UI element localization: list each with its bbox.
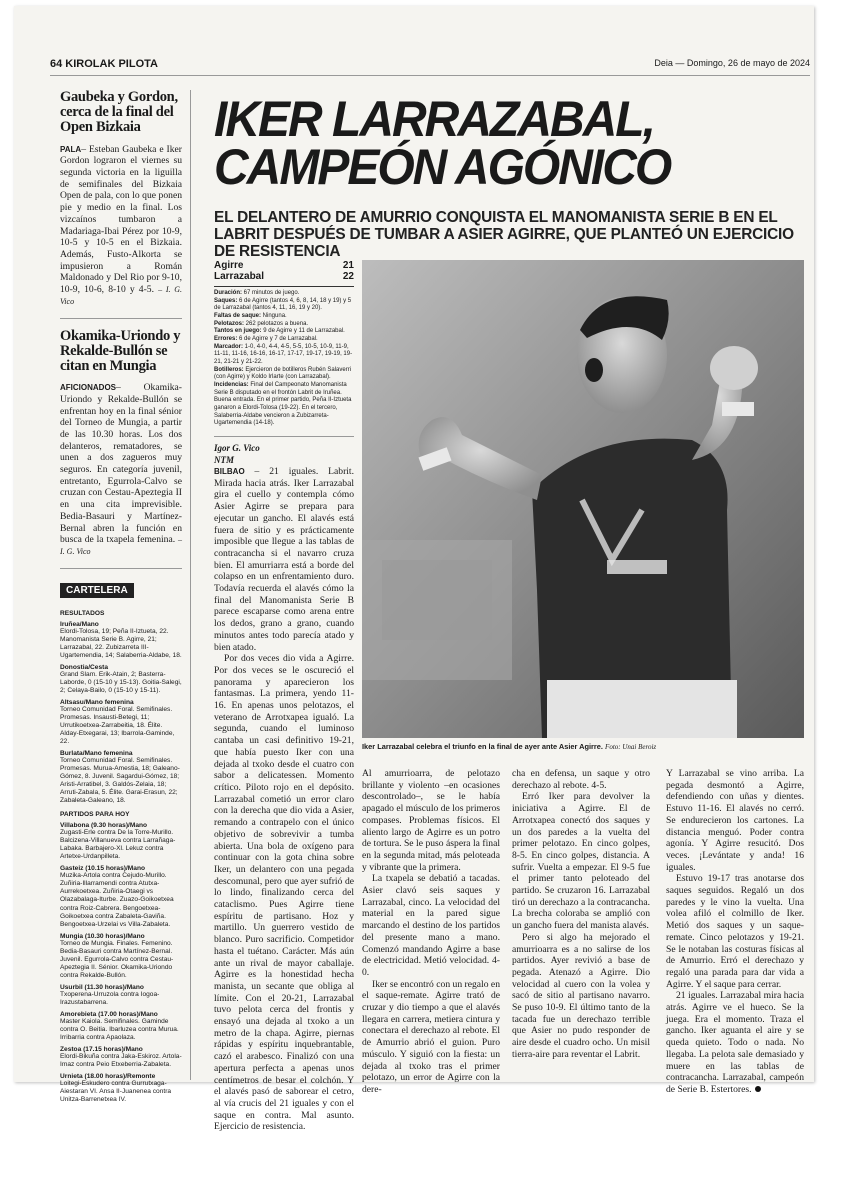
score-row — [214, 260, 354, 271]
score-rows — [214, 260, 354, 282]
results-list — [60, 621, 182, 806]
category-text: Torneo Comunidad Foral. Semifinales. Promesas. Murua-Amestia, 18; Galeano-Gómez, 8. Juvenil. Sagardui-Gómez, 18; Aristi-Arratibel, 3. Galdós-Zelaia, 18; Arruti-Zabala, 5. Élite. Garai-Erasun, 22; Zabaleta-Galeano, 18. — [60, 757, 180, 805]
paragraph: BILBAO – 21 iguales. Labrit. Mirada hacia atrás. Iker Larrazabal gira el cuello y contempla cómo Asier Agirre se prepara para ejecutar un gancho. El alavés está fuera de sitio y es prácticamente imposible que llegue a las tablas de contracancha si el navarro cruza bien. El amurriarra está a borde del colapso en un enfrentamiento duro. Todavía recuerda el alavés cómo la final del Manomanista Serie B parece escaparse como arena entre los dedos, grano a grano, cuando minutos antes todo parecía atado y bien atado. — [214, 466, 354, 653]
category-text: Loitegi-Eskudero contra Gurrutxaga-Aiestaran VI. Ansa II-Juanenea contra Unitza-Barrenetxea IV. — [60, 1079, 172, 1104]
match-facts — [214, 290, 354, 428]
left-column — [60, 90, 182, 1104]
brief-text: PALA– Esteban Gaubeka e Iker Gordon lograron el viernes su segunda victoria en la liguilla de semifinales del Bizkaia Open de pala, con lo que ponen pie y medio en la final. Los vizcaínos tumbaron a Madariaga-Ibai Pérez por 10-9, 10-5 y 10-5 en el Bizkaia. Además, Fusto-Alkorta se impusieron a Román Maldonado y Del Rio por 9-10, 10-9, 10-6, 8-10 y 4-5. – I. G. Vico — [60, 143, 182, 306]
score-row — [214, 271, 354, 282]
article-column-2 — [362, 768, 500, 1096]
fact-line: Errores: 6 de Agirre y 7 de Larrazabal. — [214, 336, 318, 343]
player-photo — [362, 260, 804, 738]
section-label: 64 KIROLAK PILOTA — [50, 58, 158, 70]
category-title: Burlata/Mano femenina — [60, 750, 133, 758]
fact-line: Pelotazos: 262 pelotazos a buena. — [214, 320, 309, 327]
byline — [214, 436, 354, 466]
brief-title: Gaubeka y Gordon, cerca de la final del Open Bizkaia — [60, 89, 178, 136]
paragraph: La txapela se debatió a tacadas. Asier clavó seis saques y Larrazabal, cinco. La velocidad del material en la pared sigue marcando el destino de los partidos del presente mano a mano. Comenzó mandando Agirre a base de electricidad. Metió velocidad. 4-0. — [362, 873, 500, 978]
paragraph: Iker se encontró con un regalo en el saque-remate. Agirre trató de cruzar y dio tiempo a que el alavés llegara en carrera, metiera cintura y conectara el derechazo al rebote. El de Amurrio abrió el guion. Puro músculo. Y siguió con la fiesta: un dejada al txoko tras el primer pelotazo, un error de Agirre con la dere- — [362, 978, 500, 1095]
category-text: Torneo de Mungia. Finales. Femenino. Bedia-Basauri contra Martínez-Bernal. Juvenil. Egurrola-Calvo contra Cestau-Apeztegia II. Sénior. Okamika-Uriondo contra Rekalde-Bullón. — [60, 939, 174, 979]
paragraph: Erró Iker para devolver la iniciativa a Agirre. El de Arrotxapea conectó dos saques y un dos paredes a la vuelta del primer pelotazo. En cinco golpes, 8-5. En cinco golpes, distancia. A sufrir. Vuelta a empezar. El 9-5 fue el primer tanto peloteado del partido. Se cruzaron 16. Larrazabal tiró un derechazo a la contracancha. La brecha coloraba se amplió con un gancho fuera del manista alavés. — [512, 791, 650, 932]
fact-line: Faltas de saque: Ninguna. — [214, 313, 287, 320]
today-list — [60, 822, 182, 1104]
article-column-4 — [666, 768, 804, 1096]
category-text: Txoperena-Urruzola contra Iogoa-Irazustabarrena. — [60, 990, 160, 1006]
score-box — [214, 260, 354, 428]
subheadline: EL DELANTERO DE AMURRIO CONQUISTA EL MANOMANISTA SERIE B EN EL LABRIT DESPUÉS DE TUMBAR A ASIER AGIRRE, QUE PLANTEÓ UN EJERCICIO DE RESISTENCIA — [214, 209, 794, 260]
category-title: Villabona (9.30 horas)/Mano — [60, 822, 148, 830]
headline: IKER LARRAZABAL, CAMPEÓN AGÓNICO — [214, 91, 671, 196]
photo-image — [362, 260, 804, 738]
category-text: Master Kaiola. Semifinales. Gaminde contra O. Beitia. Ibarluzea contra Murua. Irribarria contra Apaolaza. — [60, 1017, 179, 1041]
newspaper-page — [14, 6, 814, 1133]
cartelera — [60, 579, 182, 1104]
score-divider — [214, 286, 354, 287]
category-title: Usurbil (11.30 horas)/Mano — [60, 983, 144, 991]
player-points: 22 — [342, 271, 354, 282]
paragraph: Pero si algo ha mejorado el amurrioarra es a no salirse de los partidos. Ayer revivió a base de pegada. Atenazó a Agirre. Dio velocidad al cuero con la volea y sacó de sitio al partisano navarro. Se puso 10-9. El último tanto de la tacada fue un derechazo terrible que Asier no pudo responder de aire desde el cuadro ocho. Un misil tierra-aire para reventar el Labrit. — [512, 931, 650, 1060]
category-title: Altsasu/Mano femenina — [60, 698, 134, 706]
category-text: Zugasti-Erle contra De la Torre-Murillo. Balcizena-Villanueva contra Larrañaga-Labaka. Barbajero-Xl. Lekuz contra Artetxe-Urdanpilleta. — [60, 829, 176, 861]
category-text: Elordi-Bikuña contra Jaka-Eskiroz. Artola-Imaz contra Peio Etxeberria-Zabaleta. — [60, 1052, 182, 1068]
issue-date: Deia — Domingo, 26 de mayo de 2024 — [654, 58, 810, 68]
category-title: Donostia/Cesta — [60, 663, 108, 671]
today-heading: PARTIDOS PARA HOY — [60, 811, 130, 819]
fact-line: Saques: 6 de Agirre (tantos 4, 6, 8, 14, 18 y 19) y 5 de Larrazabal (tantos 4, 11, 16, 19 y 20). — [214, 297, 352, 312]
cartelera-label: CARTELERA — [60, 583, 134, 598]
results-heading: RESULTADOS — [60, 609, 105, 617]
player-points: 21 — [342, 260, 354, 271]
paragraph: Por dos veces dio vida a Agirre. Por dos veces se le oscureció el panorama y aparecieron los fantasmas. La primera, yendo 11-16. En apenas unos pelotazos, el veterano de Arrotxapea igualó. La segunda, cuando el luminoso cantaba un casi definitivo 19-21, que había puesto Iker con una dejada al txoko desde el cuatro con sabor a delicatessen. Momento crítico. Piloto rojo en el depósito. Larrazabal cometió un error claro con la derecha que dio vida a Asier, remando a contrapelo con el único objetivo de sobrevivir a tumba abierta. Una bola de oxígeno para continuar con la gota china sobre Iker, un delantero con una pegada descomunal, pero que ayer sufrió de lo lindo, finalizando cerca del cataclismo. Pues Agirre tiene espíritu de partisano. Hoz y martillo. Un guerrero vestido de blanco. Puro sacrificio. Competidor hasta el tuétano. Carácter. Más aún ante un rival de mayor caballaje. Agirre es la honestidad hecha manista, un secante que obliga al límite. Con el 20-21, Larrazabal tuvo pelota cerca del frontis y ensayó una dejada al txoko a un metro de la chapa. Agirre, piernas rápidas y espíritu inquebrantable, cazó el arabesco. Finalizó con una apertura perfecta a apenas unos centímetros de besar el colchón. Y el alavés pasó de saborear el cetro, al vía crucis del 21 iguales y con el saque en contra. Mal asunto. Ejercicio de resistencia. — [214, 653, 354, 1133]
author-name: Igor G. Vico — [214, 443, 260, 453]
category-title: Amorebieta (17.00 horas)/Mano — [60, 1010, 158, 1018]
brief-gaubeka — [60, 90, 182, 308]
fact-line: Botilleros: Ejercieron de botilleros Rubén Salaverri (con Agirre) y Koldo Irlarte (con Larrazabal). — [214, 366, 352, 381]
category-text: Grand Slam. Erik-Atain, 2; Basterra-Laborde, 0 (15-10 y 15-13). Goitia-Salegi, 2; Celaya-Bailo, 0 (15-10 y 15-11). — [60, 670, 182, 694]
player-name: Larrazabal — [214, 271, 265, 282]
category-title: Iruñea/Mano — [60, 620, 99, 628]
category-title: Gasteiz (10.15 horas)/Mano — [60, 865, 146, 873]
category-text: Muzika-Artola contra Cejudo-Murillo. Zuñiria-Illarramendi contra Atutxa-Aurrekoetxea. Zuñiria-Otaegi vs Olazabalaga-Iturbe. Zuazo-Goikoetxea contra Roiz-Cabrera. Bengoetxea-Goikoetxea contra Zabaleta-Gaviña. Bengoetxea-Urzelai vs Villa-Zabaleta. — [60, 872, 174, 928]
category-text: Torneo Comunidad Foral. Semifinales. Promesas. Insausti-Betegi, 11; Urrutikoetxea-Zarrabeitia, 18. Élite. Alday-Etxegarai, 13; Ibarrola-Gaminde, 22. — [60, 705, 175, 746]
brief-okamika — [60, 329, 182, 558]
page-header — [50, 54, 810, 76]
paragraph: Estuvo 19-17 tras anotarse dos saques seguidos. Regaló un dos paredes y le vino la vuelta. Una volea afiló el colmillo de Iker. Metió dos saques y un saque-remate. Cinco pelotazos y 19-21. Se le notaban las costuras físicas al de Amurrio. Erró el derechazo y regaló una parada para dar vida a Agirre. Y el saque para cerrar. — [666, 873, 804, 990]
fact-line: Marcador: 1-0, 4-0, 4-4, 4-5, 5-5, 10-5, 10-9, 11-9, 11-11, 11-16, 16-16, 16-17, 17-17, 19-17, 19-19, 19-21, 21-21 y 21-22. — [214, 343, 353, 366]
divider — [60, 568, 182, 569]
agency: NTM — [214, 454, 234, 465]
paragraph: Al amurrioarra, de pelotazo brillante y violento –en ocasiones descontrolado–, se le había apagado el músculo de los primeros compases. Problemas físicos. El aliento largo de Agirre es un potro de tortura. Se le puso áspera la final en la segunda mitad, más peloteada y vibrante que la primera. — [362, 768, 500, 873]
fact-line: Tantos en juego: 9 de Agirre y 11 de Larrazabal. — [214, 328, 345, 335]
fact-line: Incidencias: Final del Campeonato Manomanista Serie B disputado en el frontón Labrit de Iruñea. Buena entrada. En el primer partido, Peña II-Iztueta ganaron a Elordi-Tolosa (19-22). En el tercero, Salaberria-Aldabe vencieron a Zubizarreta-Ugartemendia (14-18). — [214, 382, 352, 427]
fact-line: Duración: 67 minutos de juego. — [214, 290, 300, 296]
player-name: Agirre — [214, 260, 244, 271]
paragraph: cha en defensa, un saque y otro derechazo al rebote. 4-5. — [512, 768, 650, 791]
brief-text: AFICIONADOS– Okamika-Uriondo y Rekalde-Bullón se enfrentan hoy en la final sénior del Torneo de Mungia, a partir de las 10.30 horas. Los dos delanteros, rematadores, se unen a dos zagueros muy seguros. En categoría juvenil, entretanto, Egurrola-Calvo se cruzan con Cestau-Apeztegia II en una cita imprevisible. Bedia-Basauri y Martínez-Bernal abren la función en busca de la txapela femenina. – I. G. Vico — [60, 382, 182, 556]
article-column-3 — [512, 768, 650, 1061]
photo-caption: Iker Larrazabal celebra el triunfo en la final de ayer ante Asier Agirre. Foto: Unai Beroiz — [362, 742, 657, 751]
category-text: Elordi-Tolosa, 19; Peña II-Iztueta, 22. Manomanista Serie B. Agirre, 21; Larrazabal, 22. Zubizarreta III-Ugartemendia, 14; Salaberria-Aldabe, 18. — [60, 627, 182, 659]
paragraph: 21 iguales. Larrazabal mira hacia atrás. Agirre ve el hueco. Se la juega. Era el momento. Traza el gancho. Iker aguanta el aire y se queda quieto. Todo o nada. No llegaba. La pelota sale demasiado y muere en las tablas de contracancha. Larrazabal, campeón de Serie B. Estertores. — [666, 990, 804, 1095]
category-title: Zestoa (17.15 horas)/Mano — [60, 1045, 143, 1053]
category-title: Mungia (10.30 horas)/Mano — [60, 932, 145, 940]
paragraph: Y Larrazabal se vino arriba. La pegada desmontó a Agirre, defendiendo con uñas y dientes. Estuvo 11-16. El alavés no cerró. Se endurecieron los cartones. La distancia menguó. Poder contra agonía. Y Agirre resucitó. Dos veces. ¡Levántate y anda! 16 iguales. — [666, 768, 804, 873]
article-column-1 — [214, 466, 354, 1133]
category-title: Urnieta (18.00 horas)/Remonte — [60, 1072, 156, 1080]
end-mark-icon — [755, 1086, 761, 1092]
column-divider — [190, 90, 191, 1080]
brief-title: Okamika-Uriondo y Rekalde-Bullón se citan en Mungia — [60, 327, 181, 374]
divider — [60, 318, 182, 319]
